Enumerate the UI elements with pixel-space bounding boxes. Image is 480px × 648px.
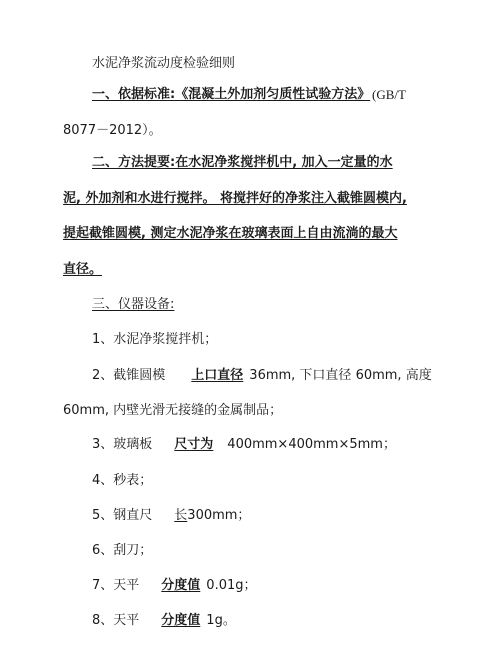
section-2-line-3: 提起截锥圆模, 测定水泥净浆在玻璃表面上自由流淌的最大 [63, 226, 398, 241]
equipment-item-3 [92, 436, 396, 454]
equipment-item-1: 1、水泥净浆搅拌机； [92, 332, 218, 347]
spec-value: 400mm×400mm×5mm； [227, 437, 396, 452]
item-label: 3、玻璃板 [92, 437, 153, 452]
spec-key: 分度值 [161, 613, 201, 628]
equipment-item-7 [92, 577, 257, 595]
section-2-line-2: 泥, 外加剂和水进行搅拌。 将搅拌好的净浆注入截锥圆模内, [63, 191, 407, 206]
section-2-line-4: 直径。 [63, 262, 103, 277]
equipment-item-5 [92, 507, 250, 525]
item-label: 8、天平 [92, 613, 140, 628]
section-2-line-1: 二、方法提要:在水泥净浆搅拌机中, 加入一定量的水 [92, 155, 393, 170]
section-1-heading: 一、依据标准:《混凝土外加剂匀质性试验方法》 [92, 87, 371, 102]
equipment-item-2-continued: 60mm, 内壁光滑无接缝的金属制品； [63, 403, 283, 418]
standard-code: (GB/T [372, 87, 406, 102]
spec-value: 0.01g； [206, 578, 257, 593]
section-3-heading: 三、仪器设备: [92, 297, 175, 312]
doc-title: 水泥净浆流动度检验细则 [92, 56, 236, 71]
standard-year: 8077－2012）。 [63, 123, 162, 138]
equipment-item-8 [92, 612, 236, 630]
spec-value: 1g。 [206, 613, 236, 628]
spec-value: 36mm, 下口直径 60mm, 高度 [249, 368, 432, 383]
spec-value: 300mm； [187, 508, 251, 523]
spec-key: 长 [174, 508, 188, 523]
item-label: 7、天平 [92, 578, 140, 593]
equipment-item-4: 4、秒表； [92, 473, 153, 488]
spec-key: 尺寸为 [174, 437, 214, 452]
spec-key: 上口直径 [191, 368, 244, 383]
spec-key: 分度值 [161, 578, 201, 593]
item-label: 2、截锥圆模 [92, 368, 166, 383]
equipment-item-6: 6、刮刀； [92, 543, 153, 558]
item-label: 5、钢直尺 [92, 508, 153, 523]
equipment-item-2 [92, 367, 432, 385]
